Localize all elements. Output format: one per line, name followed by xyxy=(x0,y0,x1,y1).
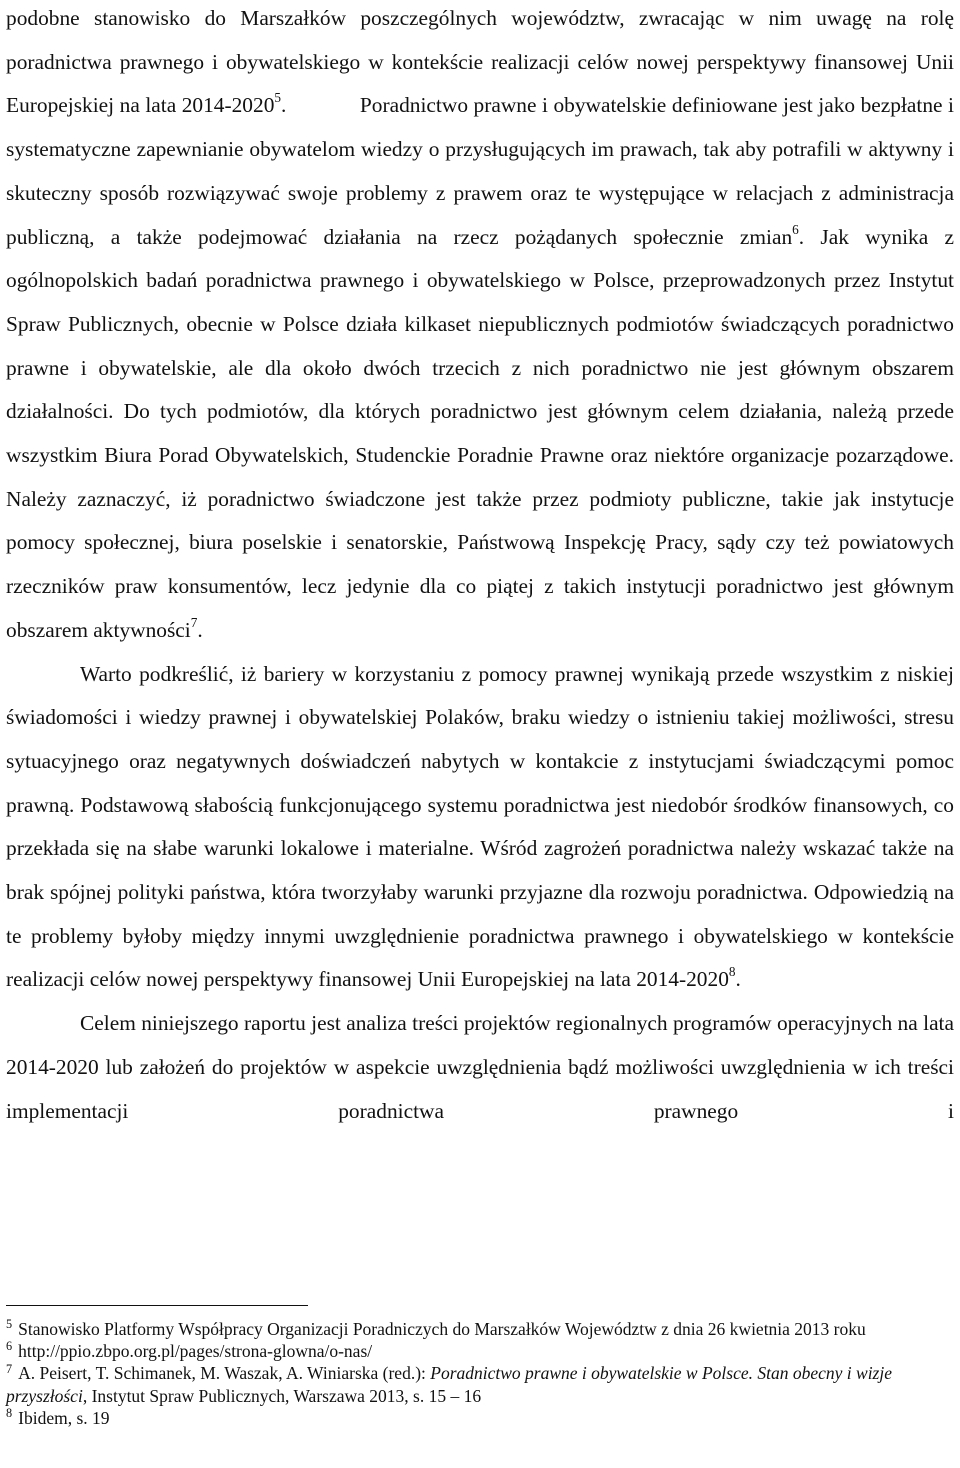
footnote-publisher: , Instytut Spraw Publicznych, Warszawa 2013, s. 15 – 16 xyxy=(82,1385,482,1406)
footnote-text: Ibidem, s. 19 xyxy=(18,1407,110,1428)
footnote-ref-5: 5 xyxy=(274,90,282,106)
footnote-5 xyxy=(6,1318,954,1340)
paragraph-1-text-d: . Jak wynika z ogólnopolskich badań poradnictwa prawnego i obywatelskiego w Polsce, przeprowadzonych przez Instytut Spraw Publicznych, obecnie w Polsce działa kilkaset niepublicznych podmiotów świadczących poradnictwo prawne i obywatelskie, ale dla około dwóch trzecich z nich poradnictwo nie jest głównym obszarem działalności. Do tych podmiotów, dla których poradnictwo jest głównym celem działania, należą przede wszystkim Biura Porad Obywatelskich, Studenckie Poradnie Prawne oraz niektóre organizacje pozarządowe. Należy zaznaczyć, iż poradnictwo świadczone jest także przez podmioty publiczne, takie jak instytucje pomocy społecznej, biura poselskie i senatorskie, Państwową Inspekcję Pracy, sądy czy też powiatowych rzeczników praw konsumentów, lecz jedynie dla co piątej z takich instytucji poradnictwo jest głównym obszarem aktywności xyxy=(6,224,954,642)
footnote-8 xyxy=(6,1407,954,1429)
footnote-7 xyxy=(6,1362,954,1406)
document-page xyxy=(6,0,954,1468)
paragraph-3-text: Celem niniejszego raportu jest analiza treści projektów regionalnych programów operacyjnych na lata 2014-2020 lub założeń do projektów w aspekcie uwzględnienia bądź możliwości uwzględnienia w ich treści implementacji poradnictwa prawnego i xyxy=(6,1011,954,1123)
footnote-number: 5 xyxy=(6,1317,13,1332)
footnote-number: 6 xyxy=(6,1339,13,1354)
body-text xyxy=(6,0,954,1133)
footnote-ref-8: 8 xyxy=(728,964,736,980)
footnote-6 xyxy=(6,1340,954,1362)
paragraph-2-text-b: . xyxy=(735,967,741,992)
footnotes xyxy=(6,1318,954,1429)
footnote-ref-6: 6 xyxy=(792,221,799,237)
footnote-number: 7 xyxy=(6,1361,13,1376)
footnote-text: Stanowisko Platformy Współpracy Organizacji Poradniczych do Marszałków Województw z dnia 26 kwietnia 2013 roku xyxy=(18,1319,866,1339)
paragraph-1-text-c: Poradnictwo prawne i obywatelskie definiowane jest jako bezpłatne i systematyczne zapewnianie obywatelom wiedzy o przysługujących im prawach, tak aby potrafili w aktywny i skuteczny sposób rozwiązywać swoje problemy z prawem oraz te występujące w relacjach z administracja publiczną, a także podejmować działania na rzecz pożądanych społecznie zmian xyxy=(6,93,954,249)
paragraph-1-text-e: . xyxy=(197,617,203,642)
paragraph-1-text-b: . xyxy=(281,93,292,118)
footnote-book-title: Poradnictwo prawne i obywatelskie w Polsce. Stan obecny i wizje przyszłości xyxy=(6,1363,892,1406)
paragraph-1 xyxy=(6,0,954,653)
paragraph-3 xyxy=(6,1002,954,1133)
footnote-ref-7: 7 xyxy=(190,614,198,630)
footnote-separator xyxy=(6,1305,308,1306)
paragraph-1-text-a: podobne stanowisko do Marszałków poszczególnych województw, zwracając w nim uwagę na rolę poradnictwa prawnego i obywatelskiego w kontekście realizacji celów nowej perspektywy finansowej Unii Europejskiej na lata 2014-2020 xyxy=(6,6,954,118)
paragraph-2 xyxy=(6,653,954,1003)
footnote-number: 8 xyxy=(6,1406,13,1421)
footnote-link[interactable]: http://ppio.zbpo.org.pl/pages/strona-glowna/o-nas/ xyxy=(18,1341,373,1362)
footnote-authors: A. Peisert, T. Schimanek, M. Waszak, A. Winiarska (red.): xyxy=(18,1363,431,1384)
paragraph-2-text-a: Warto podkreślić, iż bariery w korzystaniu z pomocy prawnej wynikają przede wszystkim z niskiej świadomości i wiedzy prawnej i obywatelskiej Polaków, braku wiedzy o istnieniu takiej możliwości, stresu sytuacyjnego oraz negatywnych doświadczeń nabytych w kontakcie z instytucjami świadczącymi pomoc prawną. Podstawową słabością funkcjonującego systemu poradnictwa jest niedobór środków finansowych, co przekłada się na słabe warunki lokalowe i materialne. Wśród zagrożeń poradnictwa należy wskazać także na brak spójnej polityki państwa, która tworzyłaby warunki przyjazne dla rozwoju poradnictwa. Odpowiedzią na te problemy byłoby między innymi uwzględnienie poradnictwa prawnego i obywatelskiego w kontekście realizacji celów nowej perspektywy finansowej Unii Europejskiej na lata 2014-2020 xyxy=(6,661,954,992)
